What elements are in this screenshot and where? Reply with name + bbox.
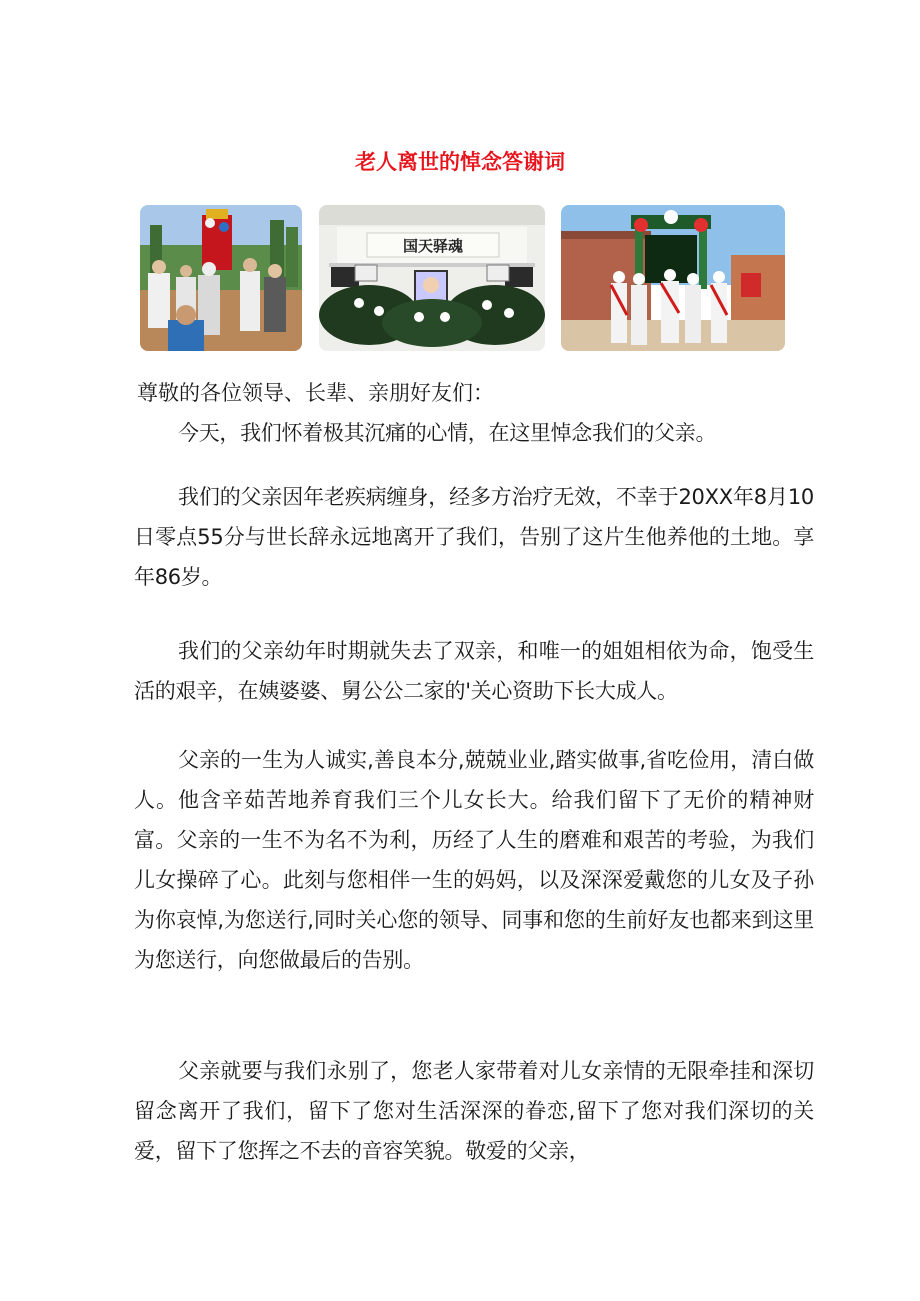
memorial-hall-photo xyxy=(319,205,545,351)
funeral-ceremony-photo xyxy=(561,205,785,351)
salutation: 尊敬的各位领导、长辈、亲朋好友们： xyxy=(137,381,494,405)
paragraph-4: 父亲的一生为人诚实,善良本分,兢兢业业,踏实做事,省吃俭用，清白做人。他含辛茹苦地养育我们三个儿女长大。给我们留下了无价的精神财富。父亲的一生不为名不为利，历经了人生的磨难和艰苦的考验，为我们儿女操碎了心。此刻与您相伴一生的妈妈，以及深深爱戴您的儿女及子孙为你哀悼,为您送行,同时关心您的领导、同事和您的生前好友也都来到这里为您送行，向您做最后的告别。 xyxy=(134,748,814,972)
paragraph-5: 父亲就要与我们永别了，您老人家带着对儿女亲情的无限牵挂和深切留念离开了我们，留下了您对生活深深的眷恋,留下了您对我们深切的关爱，留下了您挥之不去的音容笑貌。敬爱的父亲， xyxy=(134,1059,814,1163)
document-title: 老人离世的悼念答谢词 xyxy=(355,150,565,174)
paragraph-2: 我们的父亲因年老疾病缠身，经多方治疗无效，不幸于20XX年8月10日零点55分与世长辞永远地离开了我们，告别了这片生他养他的土地。享年86岁。 xyxy=(134,485,814,589)
paragraph-3: 我们的父亲幼年时期就失去了双亲，和唯一的姐姐相依为命，饱受生活的艰辛，在姨婆婆、舅公公二家的'关心资助下长大成人。 xyxy=(134,639,814,703)
paragraph-1: 今天，我们怀着极其沉痛的心情，在这里悼念我们的父亲。 xyxy=(178,421,717,445)
svg-text:国天驿魂: 国天驿魂 xyxy=(402,237,464,255)
funeral-procession-photo xyxy=(140,205,302,351)
